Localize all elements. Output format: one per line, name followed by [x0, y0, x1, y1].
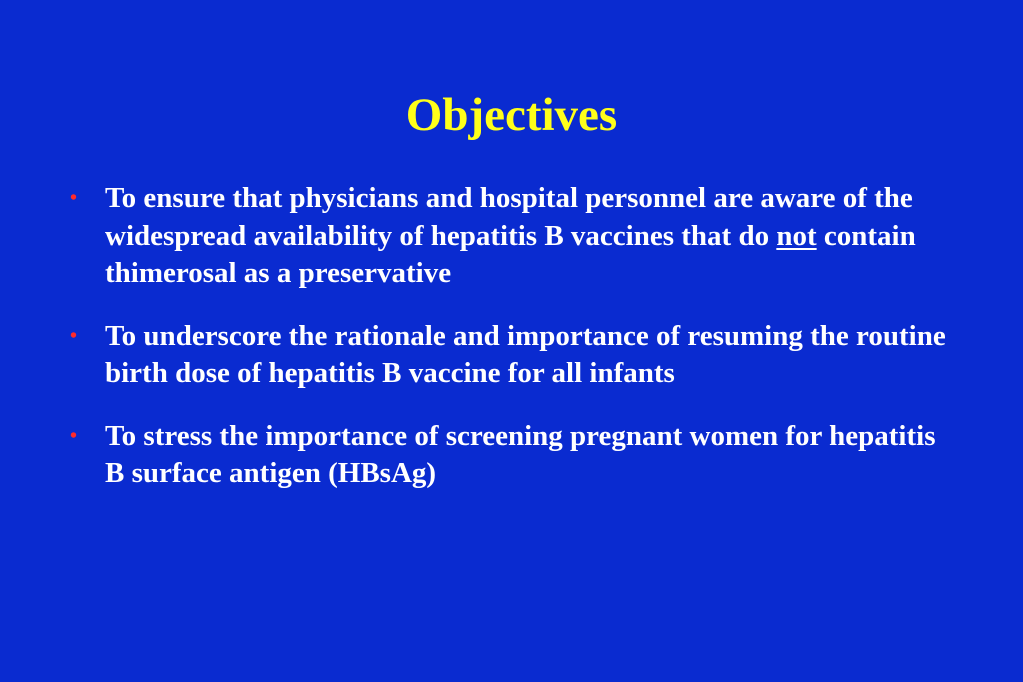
bullet-text	[105, 180, 950, 293]
emphasis-text: not	[776, 219, 817, 252]
list-item	[70, 318, 950, 393]
list-item	[70, 418, 950, 493]
bullet-icon: •	[70, 324, 78, 347]
bullet-icon: •	[70, 424, 78, 447]
bullet-text: To stress the importance of screening pregnant women for hepatitis B surface antigen (HBsAg)	[105, 419, 936, 489]
bullet-text: To underscore the rationale and importance of resuming the routine birth dose of hepatitis B vaccine for all infants	[105, 319, 946, 389]
list-item	[70, 180, 950, 293]
bullet-text-end: contain thimerosal as a preservative	[105, 219, 916, 289]
bullet-icon: •	[70, 187, 78, 209]
slide-title: Objectives	[405, 89, 618, 141]
objectives-list	[70, 180, 950, 518]
bullet-text-start: To ensure that physicians and hospital personnel are aware of the widespread availability of hepatitis B vaccines that do	[105, 182, 913, 252]
